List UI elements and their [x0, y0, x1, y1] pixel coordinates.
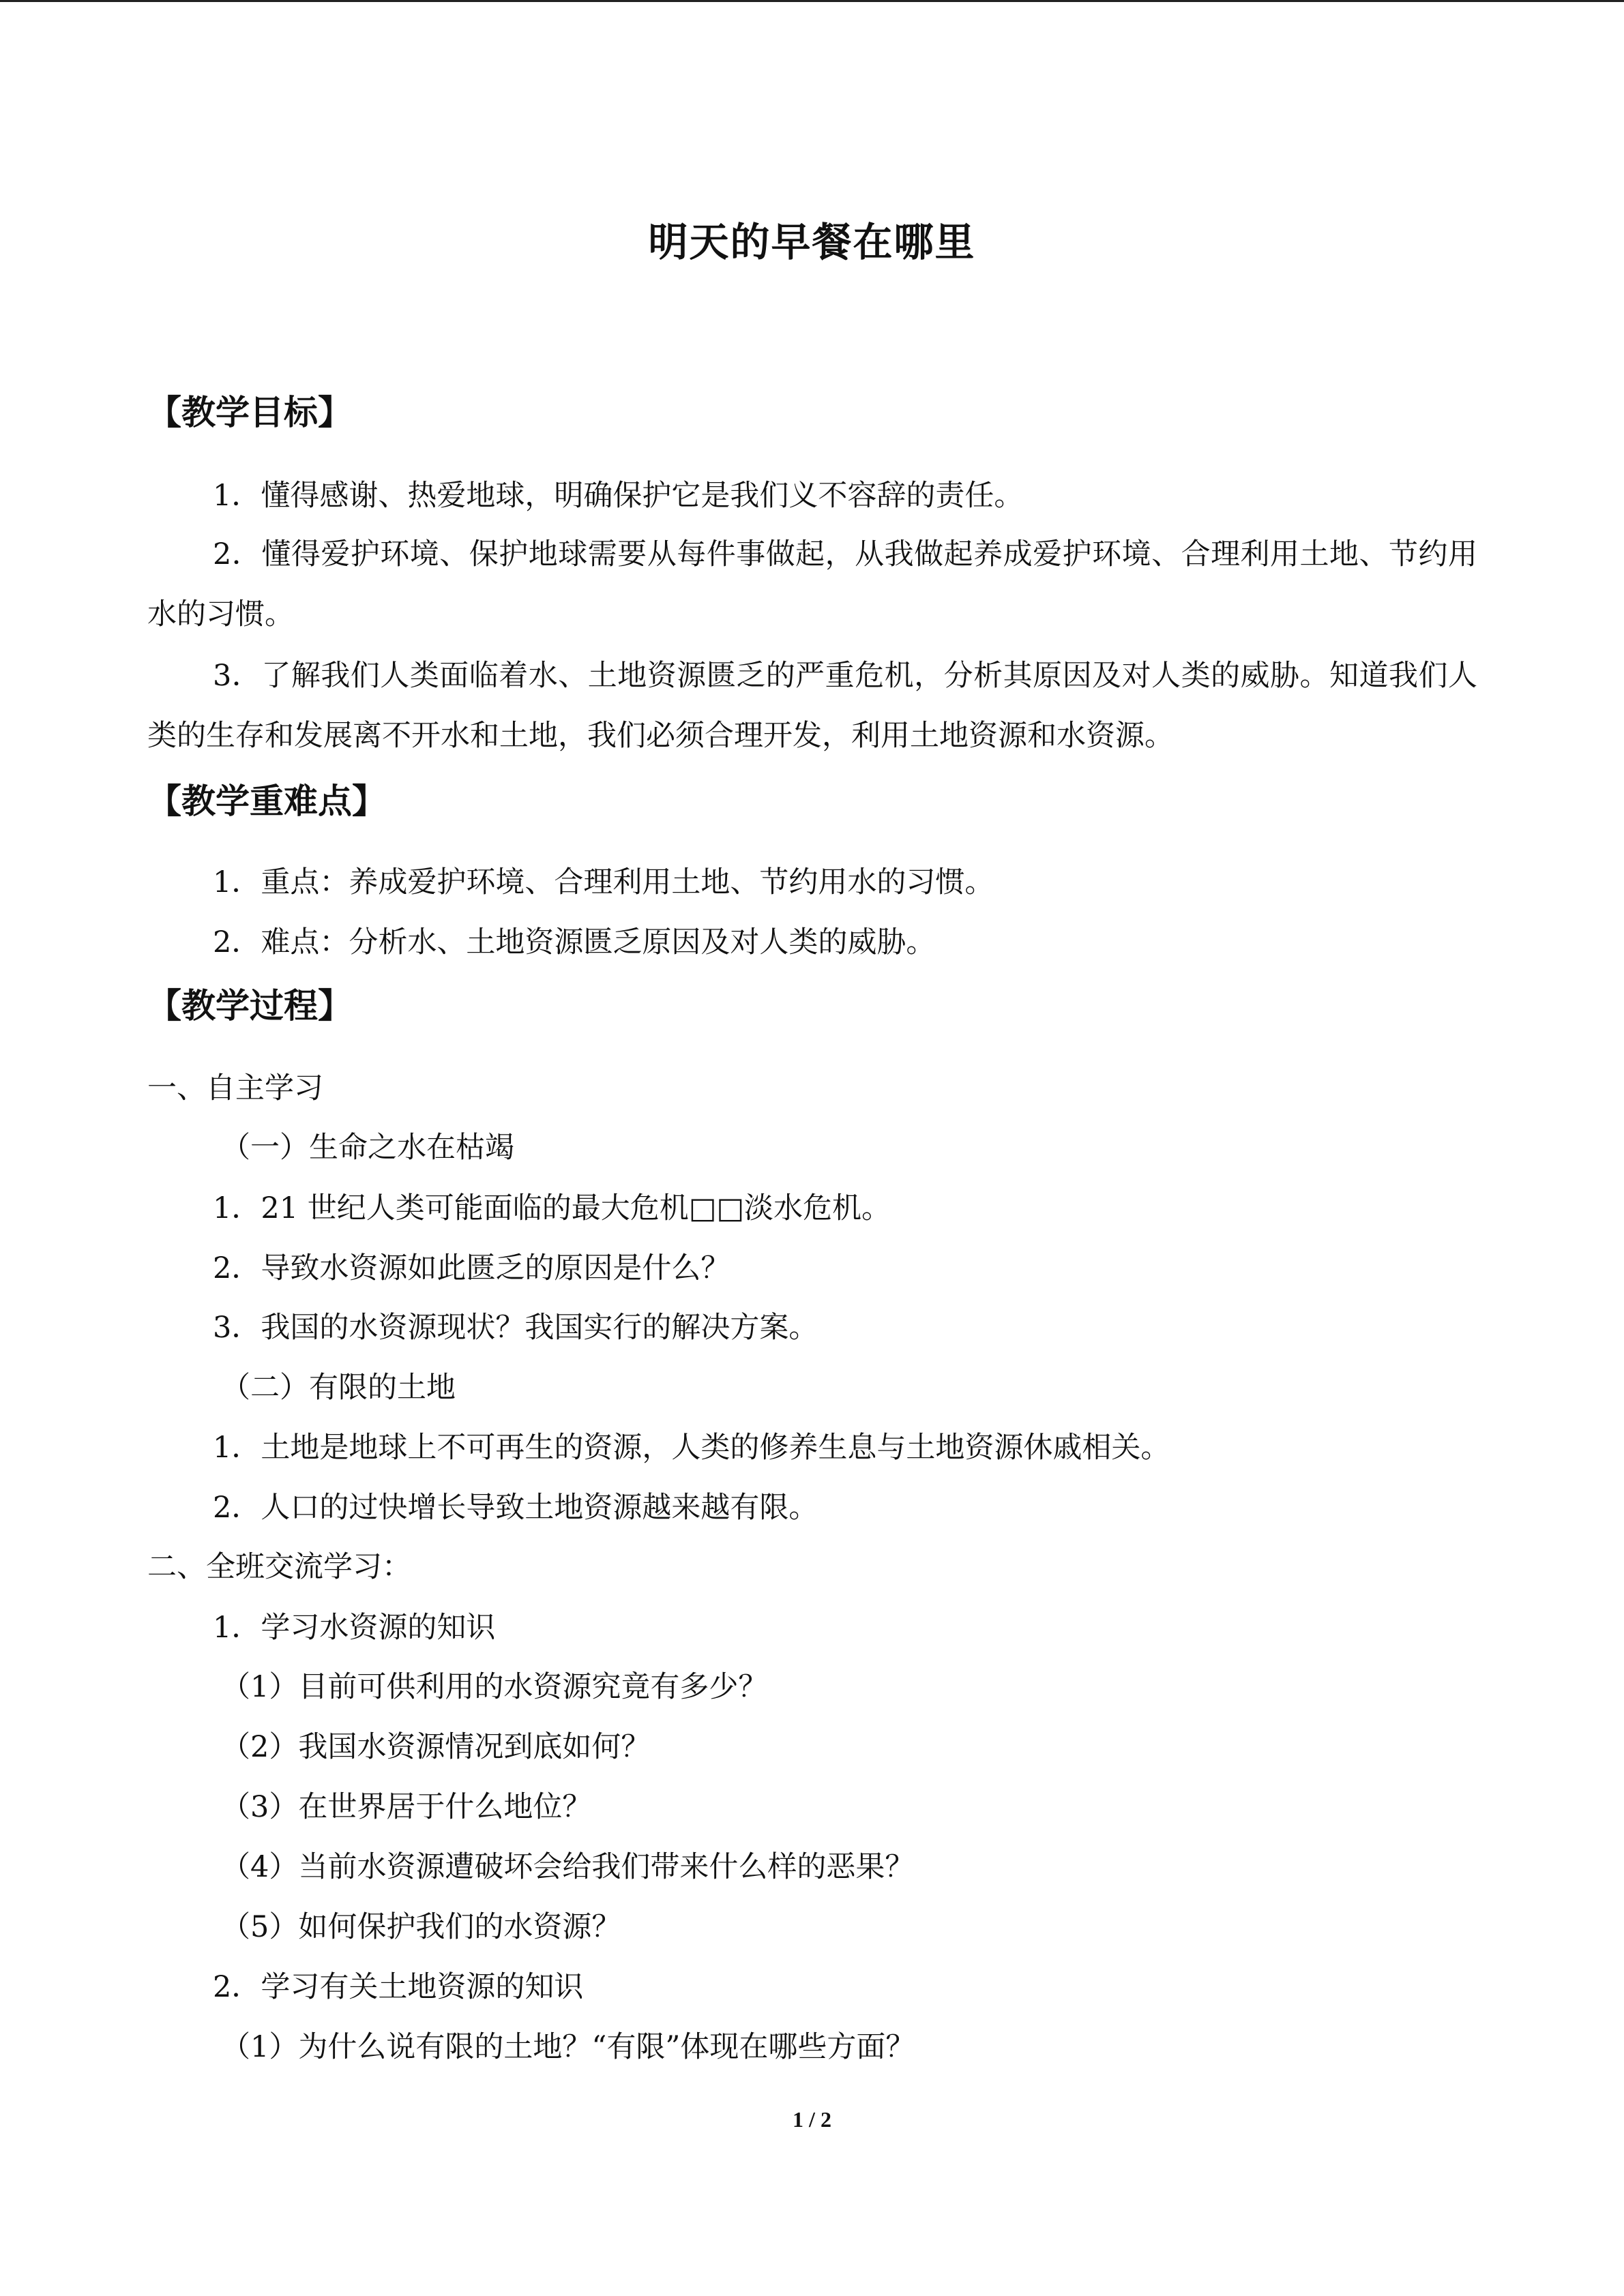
page-number: 1 / 2 [793, 2107, 831, 2132]
question-item: （2）我国水资源情况到底如何？ [221, 1730, 651, 1764]
document-title: 明天的早餐在哪里 [648, 219, 976, 265]
part-title: 2．学习有关土地资源的知识 [213, 1970, 584, 2004]
question-item: （3）在世界居于什么地位？ [221, 1790, 592, 1824]
objective-item: 2．懂得爱护环境、保护地球需要从每件事做起，从我做起养成爱护环境、合理利用土地、节约用水的习惯。 [147, 537, 1477, 631]
section-title: 一、自主学习 [147, 1071, 323, 1105]
process-heading: 【教学过程】 [147, 986, 352, 1026]
list-item: 2．导致水资源如此匮乏的原因是什么？ [213, 1251, 730, 1285]
question-item: （1）为什么说有限的土地？“有限”体现在哪些方面？ [221, 2030, 915, 2064]
objectives-heading: 【教学目标】 [147, 393, 352, 432]
section-title: 二、全班交流学习： [147, 1550, 411, 1584]
subsection-title: （二）有限的土地 [221, 1371, 456, 1405]
question-item: （5）如何保护我们的水资源？ [221, 1910, 621, 1944]
question-item: （1）目前可供利用的水资源究竟有多少？ [221, 1670, 768, 1704]
key-point-item: 2．难点：分析水、土地资源匮乏原因及对人类的威胁。 [213, 925, 936, 959]
list-item: 2．人口的过快增长导致土地资源越来越有限。 [213, 1491, 818, 1525]
list-item: 1．21 世纪人类可能面临的最大危机□□淡水危机。 [213, 1191, 891, 1225]
key-point-item: 1．重点：养成爱护环境、合理利用土地、节约用水的习惯。 [213, 865, 994, 899]
part-title: 1．学习水资源的知识 [213, 1611, 496, 1645]
key-points-heading: 【教学重难点】 [147, 781, 386, 821]
list-item: 1．土地是地球上不可再生的资源，人类的修养生息与土地资源休戚相关。 [213, 1431, 1170, 1465]
objective-item: 1．懂得感谢、热爱地球，明确保护它是我们义不容辞的责任。 [213, 479, 1024, 513]
top-border-line [0, 0, 1624, 2]
subsection-title: （一）生命之水在枯竭 [221, 1131, 514, 1165]
list-item: 3．我国的水资源现状？我国实行的解决方案。 [213, 1311, 818, 1345]
question-item: （4）当前水资源遭破坏会给我们带来什么样的恶果？ [221, 1850, 915, 1884]
objective-item: 3．了解我们人类面临着水、土地资源匮乏的严重危机，分析其原因及对人类的威胁。知道我们人类的生存和发展离不开水和土地，我们必须合理开发，利用土地资源和水资源。 [147, 659, 1477, 753]
